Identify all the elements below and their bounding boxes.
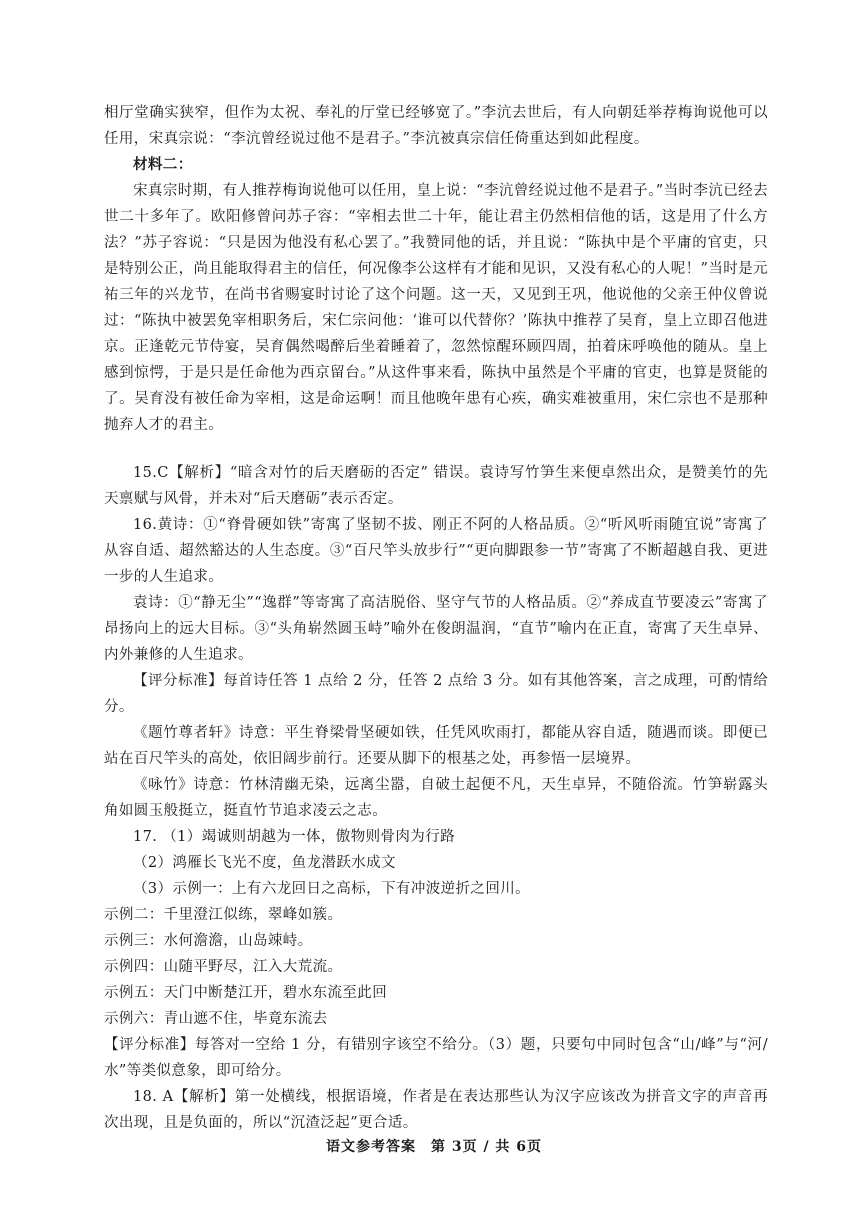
answer-17-line: （3）示例一：上有六龙回日之高标，下有冲波逆折之回川。 <box>133 881 531 897</box>
page-footer: 语文参考答案 第 3页 / 共 6页 <box>325 1139 543 1155</box>
example-line: 示例五：天门中断楚江开，碧水东流至此回 <box>104 985 388 1001</box>
example-line: 示例六：青山遮不住，毕竟东流去 <box>104 1011 328 1027</box>
answer-17-line: （2）鸿雁长飞光不度，鱼龙潜跃水成文 <box>133 855 396 871</box>
answer-16: 16.黄诗：①“脊骨硬如铁”寄寓了坚韧不拔、刚正不阿的人格品质。②“听风听雨随宜说”寄寓了从容自适、超然豁达的人生态度。③“百尺竿头放步行”“更向脚跟参一节”寄寓了不断超越自我、更进一步的人生追求。 <box>104 517 768 585</box>
answer-16-yuan: 袁诗：①“静无尘”“逸群”等寄寓了高洁脱俗、坚守气节的人格品质。②“养成直节要凌云”寄寓了昂扬向上的远大目标。③“头角崭然圆玉峙”喻外在俊朗温润，“直节”喻内在正直，寄寓了天生卓异、内外兼修的人生追求。 <box>104 595 768 663</box>
example-line: 示例二：千里澄江似练，翠峰如簇。 <box>104 907 343 923</box>
paragraph: 宋真宗时期，有人推荐梅询说他可以任用，皇上说：“李沆曾经说过他不是君子。”当时李沆已经去世二十多年了。欧阳修曾问苏子容：“宰相去世二十年，能让君主仍然相信他的话，这是用了什么方法？”苏子容说：“只是因为他没有私心罢了。”我赞同他的话，并且说：“陈执中是个平庸的官吏，只是特别公正，尚且能取得君主的信任，何况像李公这样有才能和见识，又没有私心的人呢！”当时是元祐三年的兴龙节，在尚书省赐宴时讨论了这个问题。这一天，又见到王巩，他说他的父亲王仲仪曾说过：“陈执中被罢免宰相职务后，宋仁宗问他：‘谁可以代替你？’陈执中推荐了吴育，皇上立即召他进京。正逢乾元节侍宴，吴育偶然喝醉后坐着睡着了，忽然惊醒环顾四周，拍着床呼唤他的随从。皇上感到惊愕，于是只是任命他为西京留台。”从这件事来看，陈执中虽然是个平庸的官吏，也算是贤能的了。吴育没有被任命为宰相，这是命运啊！而且他晚年患有心疾，确实难被重用，宋仁宗也不是那种抛弃人才的君主。 <box>104 183 768 433</box>
poem-meaning: 《题竹尊者轩》诗意：平生脊梁骨坚硬如铁，任凭风吹雨打，都能从容自适，随遇而谈。即便已站在百尺竿头的高处，依旧阔步前行。还要从脚下的根基之处，再参悟一层境界。 <box>104 725 768 767</box>
scoring-standard: 【评分标准】每首诗任答 1 点给 2 分，任答 2 点给 3 分。如有其他答案，言之成理，可酌情给分。 <box>104 673 768 715</box>
scoring-standard: 【评分标准】每答对一空给 1 分，有错别字该空不给分。（3）题，只要句中同时包含“山/峰”与“河/水”等类似意象，即可给分。 <box>104 1037 768 1079</box>
section-heading: 材料二： <box>133 156 193 173</box>
paragraph: 相厅堂确实狭窄，但作为太祝、奉礼的厅堂已经够宽了。”李沆去世后，有人向朝廷举荐梅询说他可以任用，宋真宗说：“李沆曾经说过他不是君子。”李沆被真宗信任倚重达到如此程度。 <box>104 105 768 147</box>
poem-meaning: 《咏竹》诗意：竹林清幽无染，远离尘嚣，自破土起便不凡，天生卓异，不随俗流。竹笋崭露头角如圆玉般挺立，挺直竹节追求凌云之志。 <box>104 777 768 819</box>
answer-17: 17. （1）竭诚则胡越为一体，傲物则骨肉为行路 <box>133 829 455 845</box>
document-body <box>104 100 768 1136</box>
example-line: 示例三：水何澹澹，山岛竦峙。 <box>104 933 313 949</box>
answer-18: 18. A【解析】第一处横线，根据语境，作者是在表达那些认为汉字应该改为拼音文字的声音再次出现，且是负面的，所以“沉渣泛起”更合适。 <box>104 1089 768 1131</box>
answer-15: 15.C【解析】“暗含对竹的后天磨砺的否定” 错误。袁诗写竹笋生来便卓然出众，是赞美竹的先天禀赋与风骨，并未对“后天磨砺”表示否定。 <box>104 465 768 507</box>
example-line: 示例四：山随平野尽，江入大荒流。 <box>104 959 343 975</box>
